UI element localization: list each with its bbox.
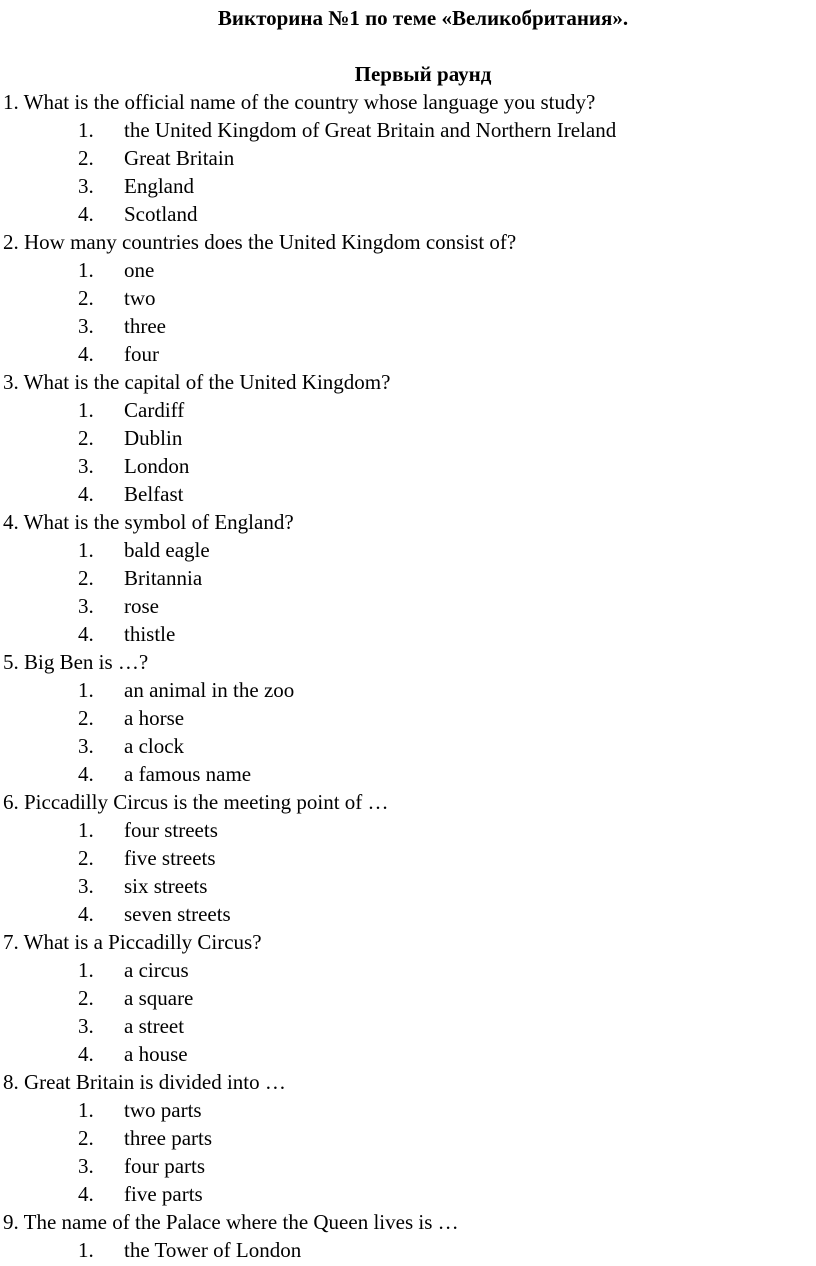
option-text: an animal in the zoo: [124, 678, 295, 702]
answer-option: [0, 732, 816, 760]
answer-option: [0, 1180, 816, 1208]
option-number: 1.: [78, 818, 94, 842]
option-text: four: [124, 342, 159, 366]
option-text: a famous name: [124, 762, 252, 786]
answer-option: [0, 844, 816, 872]
option-number: 4.: [78, 202, 94, 226]
answer-option: [0, 1012, 816, 1040]
question-text: 4. What is the symbol of England?: [3, 510, 294, 534]
option-text: a horse: [124, 706, 185, 730]
answer-option: [0, 1152, 816, 1180]
option-number: 2.: [78, 426, 94, 450]
option-text: three parts: [124, 1126, 213, 1150]
option-number: 3.: [78, 594, 94, 618]
answer-option: [0, 116, 816, 144]
option-number: 4.: [78, 1182, 94, 1206]
answer-option: [0, 704, 816, 732]
option-text: Scotland: [124, 202, 198, 226]
question-text: 6. Piccadilly Circus is the meeting point of …: [3, 790, 389, 814]
answer-option: [0, 956, 816, 984]
option-text: rose: [124, 594, 159, 618]
question-text: 5. Big Ben is …?: [3, 650, 149, 674]
option-text: Dublin: [124, 426, 183, 450]
answer-option: [0, 676, 816, 704]
blank-line: [0, 32, 816, 60]
answer-option: [0, 1096, 816, 1124]
option-number: 2.: [78, 986, 94, 1010]
option-text: five parts: [124, 1182, 203, 1206]
option-text: London: [124, 454, 190, 478]
option-text: Cardiff: [124, 398, 185, 422]
option-text: three: [124, 314, 166, 338]
answer-option: [0, 452, 816, 480]
option-number: 1.: [78, 398, 94, 422]
option-text: four streets: [124, 818, 218, 842]
answer-option: [0, 312, 816, 340]
answer-option: [0, 424, 816, 452]
option-number: 3.: [78, 1154, 94, 1178]
quiz-list: [0, 88, 816, 1264]
option-number: 1.: [78, 258, 94, 282]
answer-option: [0, 1040, 816, 1068]
answer-option: [0, 1124, 816, 1152]
question-text: 9. The name of the Palace where the Queen lives is …: [3, 1210, 459, 1234]
answer-option: [0, 284, 816, 312]
option-text: a circus: [124, 958, 189, 982]
option-text: seven streets: [124, 902, 231, 926]
option-number: 1.: [78, 118, 94, 142]
option-number: 2.: [78, 706, 94, 730]
answer-option: [0, 900, 816, 928]
option-text: bald eagle: [124, 538, 210, 562]
question-text: 2. How many countries does the United Kingdom consist of?: [3, 230, 517, 254]
option-number: 2.: [78, 1126, 94, 1150]
document-title: Викторина №1 по теме «Великобритания».: [217, 6, 629, 30]
answer-option: [0, 872, 816, 900]
answer-option: [0, 144, 816, 172]
answer-option: [0, 984, 816, 1012]
option-text: two parts: [124, 1098, 202, 1122]
option-number: 2.: [78, 566, 94, 590]
option-text: a street: [124, 1014, 185, 1038]
option-number: 3.: [78, 454, 94, 478]
answer-option: [0, 396, 816, 424]
option-number: 4.: [78, 622, 94, 646]
option-text: Belfast: [124, 482, 184, 506]
option-number: 1.: [78, 1238, 94, 1262]
option-number: 4.: [78, 762, 94, 786]
answer-option: [0, 536, 816, 564]
option-number: 1.: [78, 678, 94, 702]
question-text: 7. What is a Piccadilly Circus?: [3, 930, 262, 954]
option-number: 1.: [78, 958, 94, 982]
document-page: [0, 4, 816, 1264]
question-text: 1. What is the official name of the country whose language you study?: [3, 90, 596, 114]
option-number: 2.: [78, 846, 94, 870]
option-text: a square: [124, 986, 194, 1010]
option-text: England: [124, 174, 194, 198]
answer-option: [0, 620, 816, 648]
answer-option: [0, 340, 816, 368]
option-number: 4.: [78, 1042, 94, 1066]
answer-option: [0, 564, 816, 592]
option-text: four parts: [124, 1154, 206, 1178]
option-number: 1.: [78, 1098, 94, 1122]
option-number: 2.: [78, 286, 94, 310]
option-text: thistle: [124, 622, 176, 646]
question-text: 3. What is the capital of the United Kingdom?: [3, 370, 391, 394]
option-number: 4.: [78, 342, 94, 366]
option-number: 3.: [78, 874, 94, 898]
option-text: Britannia: [124, 566, 203, 590]
option-number: 3.: [78, 314, 94, 338]
option-number: 4.: [78, 482, 94, 506]
answer-option: [0, 256, 816, 284]
option-number: 3.: [78, 734, 94, 758]
answer-option: [0, 760, 816, 788]
option-text: the United Kingdom of Great Britain and Northern Ireland: [124, 118, 617, 142]
option-number: 1.: [78, 538, 94, 562]
option-number: 3.: [78, 1014, 94, 1038]
option-text: six streets: [124, 874, 208, 898]
answer-option: [0, 172, 816, 200]
option-text: a clock: [124, 734, 185, 758]
option-text: Great Britain: [124, 146, 235, 170]
option-text: two: [124, 286, 156, 310]
option-text: one: [124, 258, 155, 282]
answer-option: [0, 1236, 816, 1264]
answer-option: [0, 200, 816, 228]
option-number: 3.: [78, 174, 94, 198]
option-number: 2.: [78, 146, 94, 170]
question-text: 8. Great Britain is divided into …: [3, 1070, 286, 1094]
answer-option: [0, 816, 816, 844]
option-number: 4.: [78, 902, 94, 926]
option-text: the Tower of London: [124, 1238, 302, 1262]
answer-option: [0, 592, 816, 620]
option-text: five streets: [124, 846, 216, 870]
round-title: Первый раунд: [354, 62, 492, 86]
answer-option: [0, 480, 816, 508]
option-text: a house: [124, 1042, 188, 1066]
